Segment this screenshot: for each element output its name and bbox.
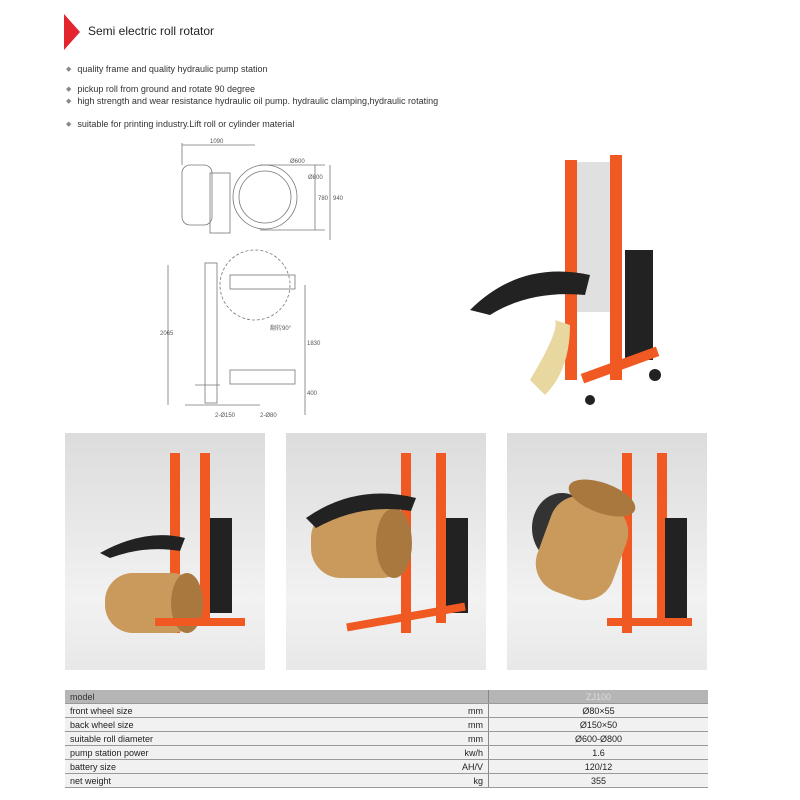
dim-width: 1090 [210, 139, 224, 145]
table-row: pump station power kw/h 1.6 [65, 746, 708, 760]
dim-780: 780 [318, 196, 329, 202]
product-photo-1 [65, 433, 265, 670]
table-row: net weight kg 355 [65, 774, 708, 788]
table-row: battery size AH/V 120/12 [65, 760, 708, 774]
feature-bullet: ◆ quality frame and quality hydraulic pump station [66, 64, 268, 74]
product-photo-2 [286, 433, 486, 670]
dim-940: 940 [333, 196, 344, 202]
feature-bullet: ◆ suitable for printing industry.Lift roll or cylinder material [66, 119, 295, 129]
dim-d600: Ø600 [290, 159, 305, 165]
product-photo-main [460, 150, 675, 410]
dim-back-wheel: 2-Ø150 [215, 413, 236, 419]
dim-1830: 1830 [307, 341, 321, 347]
header-model: ZJ100 [489, 690, 708, 704]
dim-d800: Ø800 [308, 175, 323, 181]
table-row: suitable roll diameter mm Ø600-Ø800 [65, 732, 708, 746]
title-marker-icon [64, 14, 82, 50]
dim-2065: 2065 [160, 331, 174, 337]
feature-bullet: ◆ pickup roll from ground and rotate 90 degree [66, 84, 255, 94]
technical-drawing [160, 135, 360, 420]
header-label: model [65, 690, 158, 704]
table-row: back wheel size mm Ø150×50 [65, 718, 708, 732]
product-photo-3 [507, 433, 707, 670]
spec-table [65, 690, 708, 788]
feature-bullet: ◆ high strength and wear resistance hydraulic oil pump. hydraulic clamping,hydraulic rotating [66, 96, 439, 106]
table-header-row [65, 690, 708, 704]
dim-front-wheel: 2-Ø80 [260, 413, 277, 419]
dim-rotate: 翻转90° [270, 326, 292, 332]
page-title: Semi electric roll rotator [88, 24, 215, 38]
table-row: front wheel size mm Ø80×55 [65, 704, 708, 718]
dim-400: 400 [307, 391, 318, 397]
